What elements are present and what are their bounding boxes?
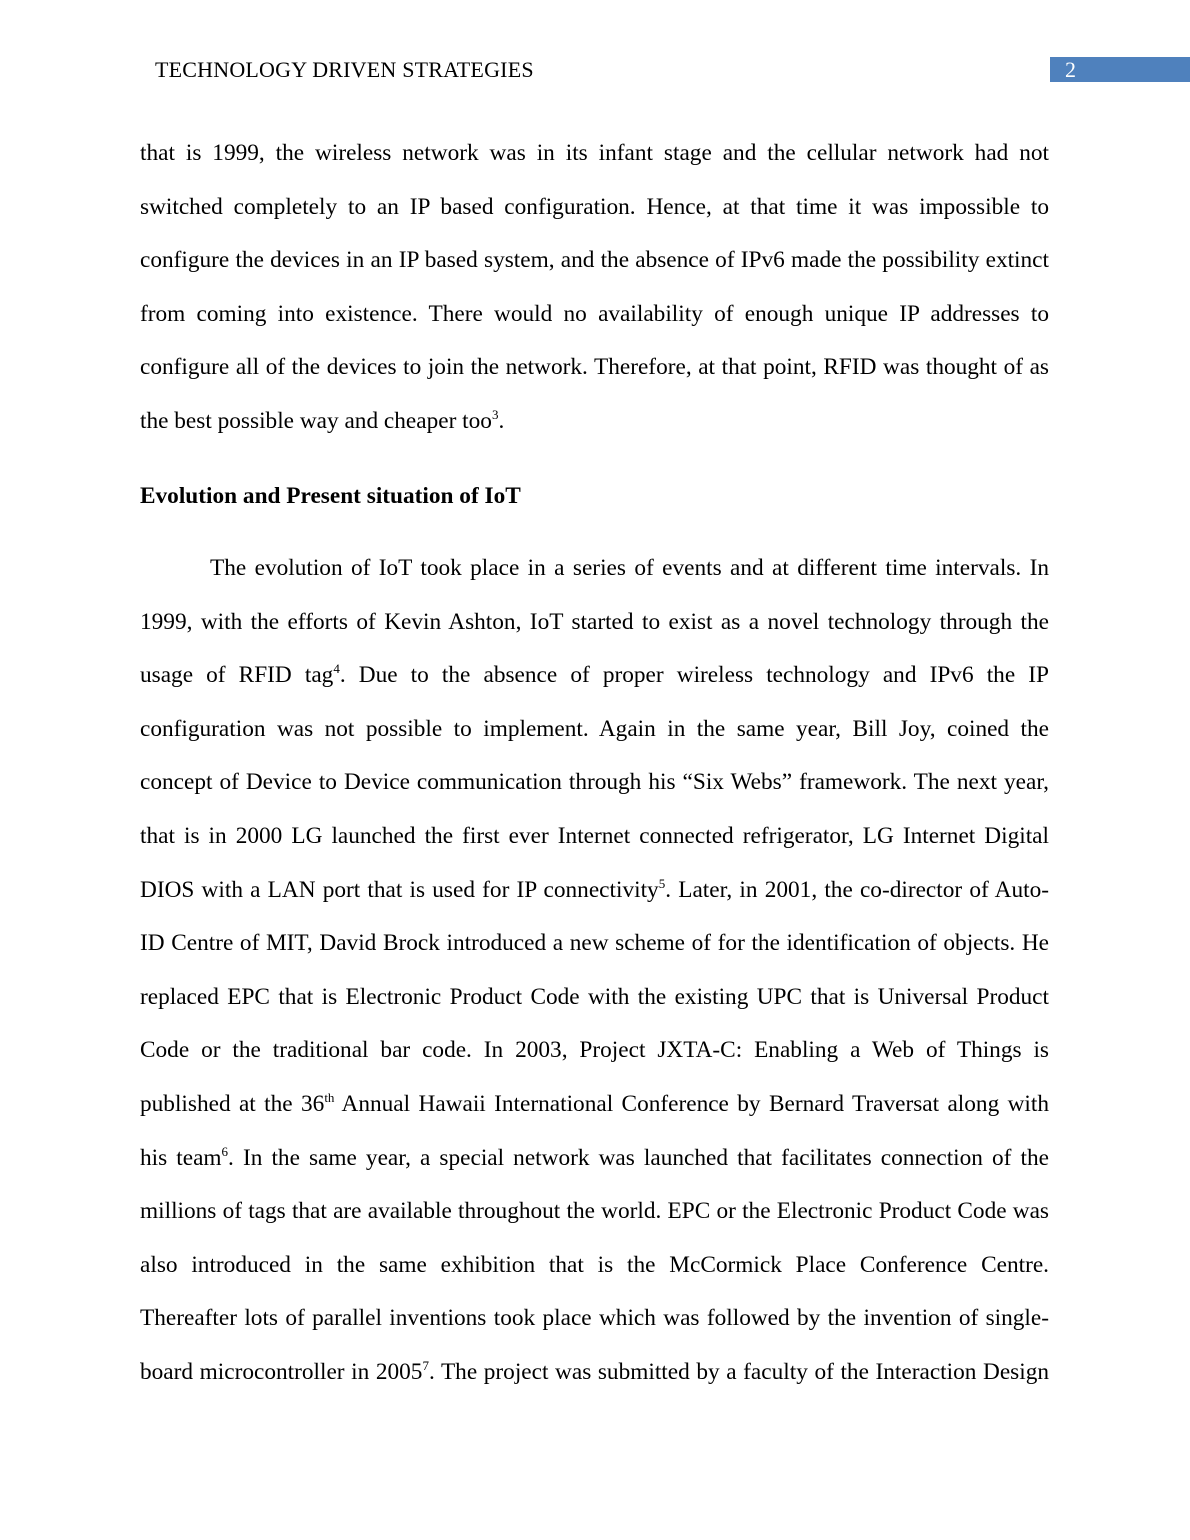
text-segment: also introduced in the same exhibition that is the McCormick Place Conference Centre. [140,1251,1049,1278]
text-line [140,1292,1049,1346]
footnote-reference: 7 [422,1357,429,1373]
text-segment: . Later, in 2001, the co-director of Auto- [665,876,1049,903]
page-number-box [1050,57,1190,82]
text-line [140,864,1049,918]
text-segment: that is 1999, the wireless network was in its infant stage and the cellular network had not [140,140,1049,166]
text-line [140,542,1049,596]
footnote-reference: 6 [221,1143,229,1159]
text-segment: 1999, with the efforts of Kevin Ashton, IoT started to exist as a novel technology through the [140,608,1049,635]
text-line [140,1239,1049,1293]
text-line [140,917,1049,971]
text-line [140,596,1049,650]
text-segment: millions of tags that are available throughout the world. EPC or the Electronic Product Code was [140,1198,1049,1225]
text-segment: configure all of the devices to join the network. Therefore, at that point, RFID was thought of as [140,354,1049,381]
text-segment: . The project was submitted by a faculty of the Interaction Design [428,1358,1050,1385]
text-line [140,703,1049,757]
text-segment: DIOS with a LAN port that is used for IP connectivity [140,876,659,903]
text-line [140,1185,1049,1239]
page-number: 2 [1065,57,1076,82]
text-segment: the best possible way and cheaper too [140,407,492,434]
running-header-title: TECHNOLOGY DRIVEN STRATEGIES [155,57,534,82]
text-line [140,810,1049,864]
text-line [140,649,1049,703]
footnote-reference: 4 [333,661,340,677]
text-line [140,756,1049,810]
footnote-reference: 5 [658,875,666,891]
paragraph-2 [140,542,1049,1400]
text-segment: usage of RFID tag [140,662,334,689]
text-segment: from coming into existence. There would no availability of enough unique IP addresses to [140,300,1049,327]
text-line [140,127,1049,181]
text-line [140,1078,1049,1132]
text-segment: his team [140,1144,222,1171]
text-segment: switched completely to an IP based configuration. Hence, at that time it was impossible to [140,193,1049,220]
text-line [140,288,1049,342]
text-segment: configure the devices in an IP based system, and the absence of IPv6 made the possibility extinct [140,247,1049,274]
text-line [140,971,1049,1025]
section-heading: Evolution and Present situation of IoT [140,483,521,509]
text-segment: that is in 2000 LG launched the first ever Internet connected refrigerator, LG Internet Digital [140,822,1049,849]
text-segment: . Due to the absence of proper wireless technology and IPv6 the IP [339,662,1049,689]
paragraph-1 [140,127,1049,449]
text-segment: . In the same year, a special network was launched that facilitates connection of the [228,1144,1049,1171]
text-line [140,341,1049,395]
text-line [140,234,1049,288]
text-segment: The evolution of IoT took place in a series of events and at different time intervals. In [210,555,1049,581]
text-segment: board microcontroller in 2005 [140,1358,423,1385]
footnote-reference: 3 [491,406,499,422]
text-segment: concept of Device to Device communication through his “Six Webs” framework. The next year, [140,769,1049,796]
text-line [140,1024,1049,1078]
text-segment: configuration was not possible to implement. Again in the same year, Bill Joy, coined the [140,715,1049,742]
text-segment: . [498,407,505,434]
text-segment: published at the 36 [140,1090,325,1117]
text-line [140,181,1049,235]
text-segment: Thereafter lots of parallel inventions took place which was followed by the invention of single- [140,1305,1049,1332]
text-line [140,1346,1049,1400]
text-segment: ID Centre of MIT, David Brock introduced a new scheme of for the identification of objects. He [140,930,1049,957]
text-segment: Annual Hawaii International Conference by Bernard Traversat along with [334,1090,1050,1117]
text-segment: Code or the traditional bar code. In 2003, Project JXTA-C: Enabling a Web of Things is [140,1037,1049,1064]
text-segment: replaced EPC that is Electronic Product Code with the existing UPC that is Universal Product [140,983,1049,1010]
text-line [140,1132,1049,1186]
footnote-reference: th [324,1089,335,1105]
text-line [140,395,1049,449]
